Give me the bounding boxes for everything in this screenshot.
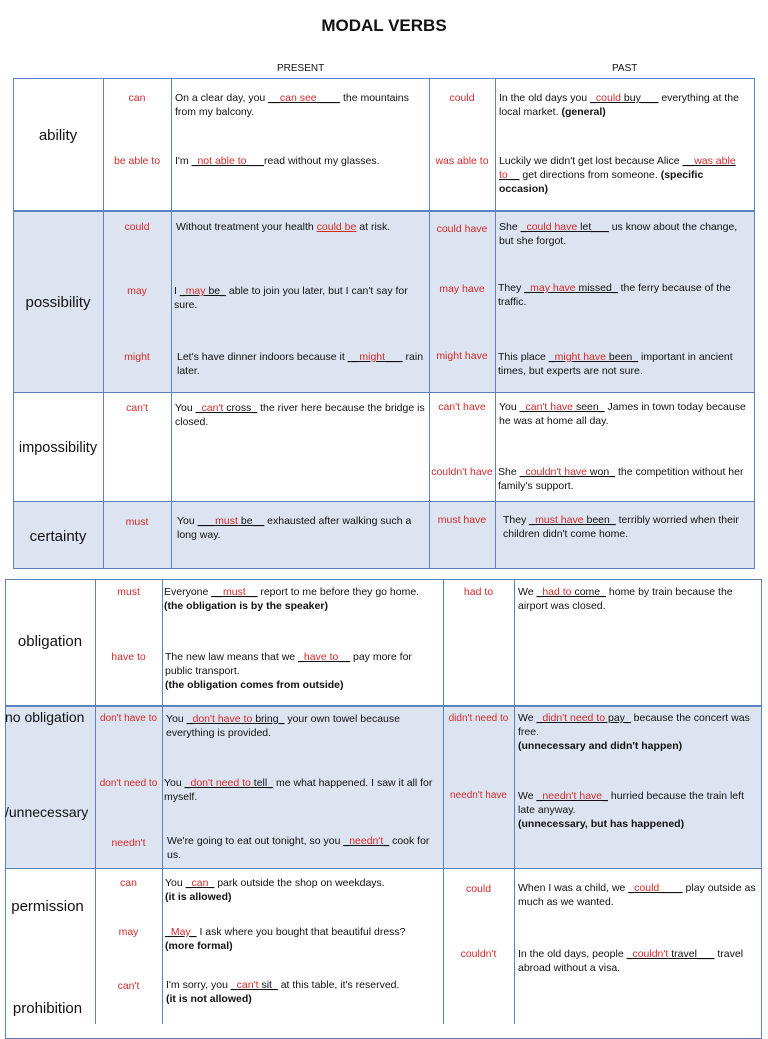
- category-permission: permission: [11, 898, 84, 915]
- modal-may: may: [127, 285, 147, 297]
- example-dont-need-to: You _don't need to tell_ me what happened. I saw it all for myself.: [164, 777, 433, 803]
- modal-have-to: have to: [111, 651, 146, 663]
- modal-was-able-to: was able to: [435, 155, 489, 167]
- modal-might: might: [124, 351, 150, 363]
- present-header: PRESENT: [277, 63, 325, 74]
- modal-cant-have: can't have: [438, 401, 486, 413]
- modal-can: can: [120, 877, 137, 889]
- example-may-permission: _May_ I ask where you bought that beautiful dress? (more formal): [165, 926, 406, 952]
- category-certainty: certainty: [29, 528, 87, 545]
- modal-dont-need-to: don't need to: [99, 778, 158, 789]
- modal-neednt: needn't: [111, 837, 146, 849]
- modal-dont-have-to: don't have to: [100, 713, 157, 724]
- past-header: PAST: [612, 63, 638, 74]
- example-must: You ___must be__ exhausted after walking such a long way.: [177, 515, 412, 541]
- example-was-able-to: Luckily we didn't get lost because Alice __was able to__ get directions from someone. (specific occasion): [499, 155, 736, 195]
- example-couldnt-permission: In the old days, people _couldn't travel___ travel abroad without a visa.: [518, 948, 744, 974]
- modal-must: must: [117, 586, 140, 598]
- modal-might-have: might have: [436, 350, 488, 362]
- example-have-to: The new law means that we _have to__ pay more for public transport. (the obligation comes from outside): [165, 651, 412, 691]
- example-can: On a clear day, you __can see____ the mountains from my balcony.: [175, 92, 409, 118]
- example-must-have: They _must have been_ terribly worried when their children didn't come home.: [503, 514, 739, 540]
- modal-couldnt: couldn't: [460, 948, 497, 960]
- example-cant-prohibition: I'm sorry, you _can't sit_ at this table, it's reserved. (it is not allowed): [166, 979, 400, 1005]
- example-neednt: We're going to eat out tonight, so you _needn't_ cook for us.: [167, 835, 430, 861]
- example-dont-have-to: You _don't have to bring_ your own towel because everything is provided.: [166, 713, 400, 739]
- modal-could: could: [465, 883, 492, 895]
- example-neednt-have: We _needn't have_ hurried because the train left late anyway. (unnecessary, but has happened): [518, 790, 744, 830]
- modal-could: could: [124, 221, 150, 233]
- category-no-obligation: no obligation: [5, 709, 85, 725]
- example-must-obligation: Everyone __must__ report to me before they go home. (the obligation is by the speaker): [164, 586, 420, 612]
- example-could-permission: When I was a child, we _could____ play outside as much as we wanted.: [518, 882, 756, 908]
- category-obligation: obligation: [17, 633, 83, 650]
- example-cant: You _can't cross_ the river here because the bridge is closed.: [175, 402, 425, 428]
- modal-had-to: had to: [463, 586, 494, 598]
- table-1-frame: [13, 78, 755, 569]
- example-may-have: They _may have missed_ the ferry because of the traffic.: [498, 282, 731, 308]
- modal-didnt-need-to: didn't need to: [448, 713, 509, 724]
- modal-must: must: [125, 516, 149, 528]
- example-didnt-need-to: We _didn't need to pay_ because the concert was free. (unnecessary and didn't happen): [518, 712, 750, 752]
- category-ability: ability: [38, 127, 78, 144]
- example-could: In the old days you _could buy___ everything at the local market. (general): [499, 92, 739, 118]
- example-could-have: She _could have let___ us know about the change, but she forgot.: [499, 221, 738, 247]
- modal-may: may: [118, 926, 139, 938]
- example-cant-have: You _can't have seen_ James in town today because he was at home all day.: [499, 401, 746, 427]
- modal-cant: can't: [117, 980, 140, 992]
- example-be-able-to: I'm _not able to___read without my glasses.: [175, 155, 380, 167]
- modal-can: can: [128, 92, 146, 104]
- example-had-to: We _had to come_ home by train because the airport was closed.: [518, 586, 733, 612]
- modal-be-able-to: be able to: [113, 155, 161, 167]
- example-may: I _may be_ able to join you later, but I can't say for sure.: [174, 285, 408, 311]
- category-prohibition: prohibition: [12, 1000, 83, 1017]
- example-might: Let's have dinner indoors because it __might___ rain later.: [177, 351, 424, 377]
- modal-could-have: could have: [436, 223, 488, 235]
- example-can-permission: You _can_ park outside the shop on weekdays. (it is allowed): [165, 877, 385, 903]
- category-possibility: possibility: [25, 294, 91, 311]
- modal-neednt-have: needn't have: [450, 790, 507, 801]
- category-unnecessary: /unnecessary: [5, 804, 89, 820]
- category-impossibility: impossibility: [18, 440, 98, 456]
- example-couldnt-have: She _couldn't have won_ the competition without her family's support.: [498, 466, 744, 492]
- modal-could: could: [449, 92, 475, 104]
- page-title: MODAL VERBS: [321, 16, 447, 35]
- example-could: Without treatment your health could be at risk.: [176, 221, 391, 233]
- modal-may-have: may have: [439, 283, 485, 295]
- modal-cant: can't: [126, 402, 148, 414]
- modal-couldnt-have: couldn't have: [431, 466, 493, 478]
- example-might-have: This place _might have been_ important in ancient times, but experts are not sure.: [498, 351, 733, 377]
- modal-must-have: must have: [437, 514, 487, 526]
